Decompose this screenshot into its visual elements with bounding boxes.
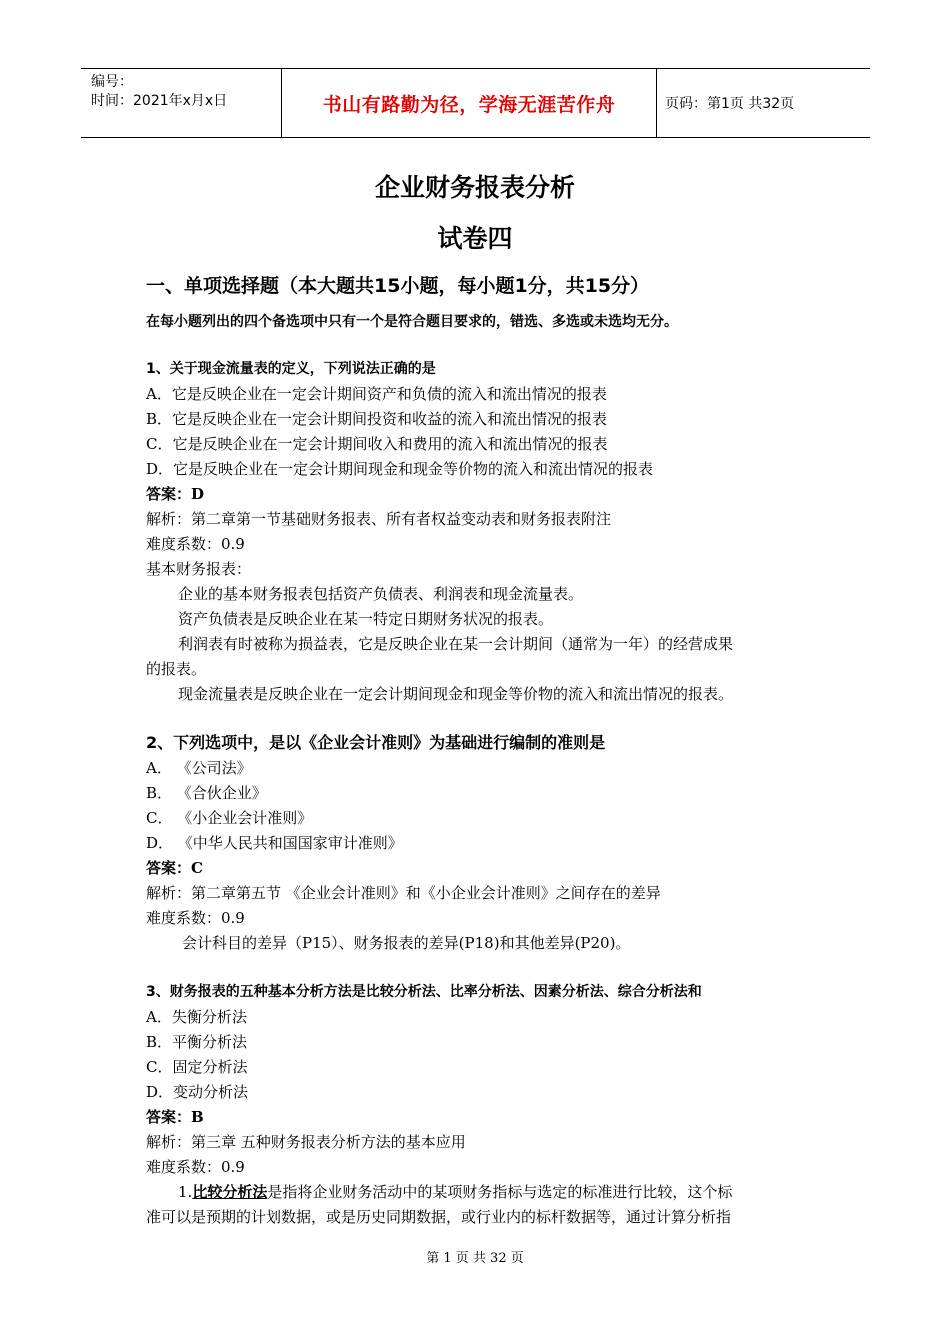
question-1-option-d: D．它是反映企业在一定会计期间现金和现金等价物的流入和流出情况的报表	[146, 460, 654, 478]
question-3-answer: 答案：B	[146, 1108, 204, 1126]
section-title: 一、单项选择题（本大题共15小题，每小题1分，共15分）	[146, 275, 650, 297]
question-1-note-line: 资产负债表是反映企业在某一特定日期财务状况的报表。	[178, 610, 554, 628]
question-1-option-c: C．它是反映企业在一定会计期间收入和费用的流入和流出情况的报表	[146, 435, 608, 453]
document-subtitle: 试卷四	[437, 224, 513, 253]
question-3-note-term: 比较分析法	[192, 1183, 268, 1201]
question-1-note-line: 的报表。	[146, 660, 207, 678]
header-time-label: 时间：2021年x月x日	[91, 93, 228, 109]
page-header	[81, 68, 870, 138]
header-page-info: 页码：第1页 共32页	[665, 96, 795, 112]
question-1-option-a: A．它是反映企业在一定会计期间资产和负债的流入和流出情况的报表	[146, 385, 607, 403]
question-3-stem: 3、财务报表的五种基本分析方法是比较分析法、比率分析法、因素分析法、综合分析法和	[146, 984, 702, 1000]
question-3-option-d: D．变动分析法	[146, 1083, 249, 1101]
question-2-option-c: C． 《小企业会计准则》	[146, 809, 313, 827]
question-2-option-a: A． 《公司法》	[146, 759, 252, 777]
question-3-note-prefix: 1.	[178, 1183, 193, 1201]
question-2-analysis: 解析：第二章第五节 《企业会计准则》和《小企业会计准则》之间存在的差异	[146, 884, 661, 902]
question-1-difficulty: 难度系数：0.9	[146, 535, 245, 553]
question-2-answer: 答案：C	[146, 859, 203, 877]
question-3-note-line-1	[178, 1182, 732, 1202]
section-note: 在每小题列出的四个备选项中只有一个是符合题目要求的，错选、多选或未选均无分。	[146, 314, 678, 330]
question-3-option-c: C．固定分析法	[146, 1058, 248, 1076]
question-2-stem: 2、下列选项中，是以《企业会计准则》为基础进行编制的准则是	[146, 733, 606, 752]
question-1-note-line: 企业的基本财务报表包括资产负债表、利润表和现金流量表。	[178, 585, 584, 603]
header-meta	[81, 69, 281, 137]
question-3-difficulty: 难度系数：0.9	[146, 1158, 245, 1176]
header-motto: 书山有路勤为径，学海无涯苦作舟	[281, 69, 657, 137]
document-title: 企业财务报表分析	[374, 173, 575, 202]
question-1-notes-title: 基本财务报表：	[146, 560, 252, 578]
question-2-difficulty: 难度系数：0.9	[146, 909, 245, 927]
question-1-stem: 1、关于现金流量表的定义，下列说法正确的是	[146, 361, 436, 377]
question-3-option-a: A．失衡分析法	[146, 1008, 247, 1026]
question-1-note-line: 现金流量表是反映企业在一定会计期间现金和现金等价物的流入和流出情况的报表。	[178, 685, 734, 703]
question-2-option-b: B． 《合伙企业》	[146, 784, 267, 802]
question-2-option-d: D． 《中华人民共和国国家审计准则》	[146, 834, 403, 852]
question-1-analysis: 解析：第二章第一节基础财务报表、所有者权益变动表和财务报表附注	[146, 510, 612, 528]
question-1-answer: 答案：D	[146, 485, 205, 503]
question-3-note-rest: 是指将企业财务活动中的某项财务指标与选定的标准进行比较，这个标	[267, 1183, 733, 1201]
header-code-label: 编号：	[91, 74, 133, 90]
question-3-analysis: 解析：第三章 五种财务报表分析方法的基本应用	[146, 1133, 466, 1151]
question-1-option-b: B．它是反映企业在一定会计期间投资和收益的流入和流出情况的报表	[146, 410, 608, 428]
question-3-option-b: B．平衡分析法	[146, 1033, 248, 1051]
question-1-note-line: 利润表有时被称为损益表，它是反映企业在某一会计期间（通常为一年）的经营成果	[178, 635, 734, 653]
question-2-note: 会计科目的差异（P15）、财务报表的差异(P18)和其他差异(P20)。	[182, 934, 631, 952]
question-3-note-line-2: 准可以是预期的计划数据，或是历史同期数据，或行业内的标杆数据等，通过计算分析指	[146, 1208, 732, 1226]
page-footer: 第 1 页 共 32 页	[426, 1251, 524, 1266]
